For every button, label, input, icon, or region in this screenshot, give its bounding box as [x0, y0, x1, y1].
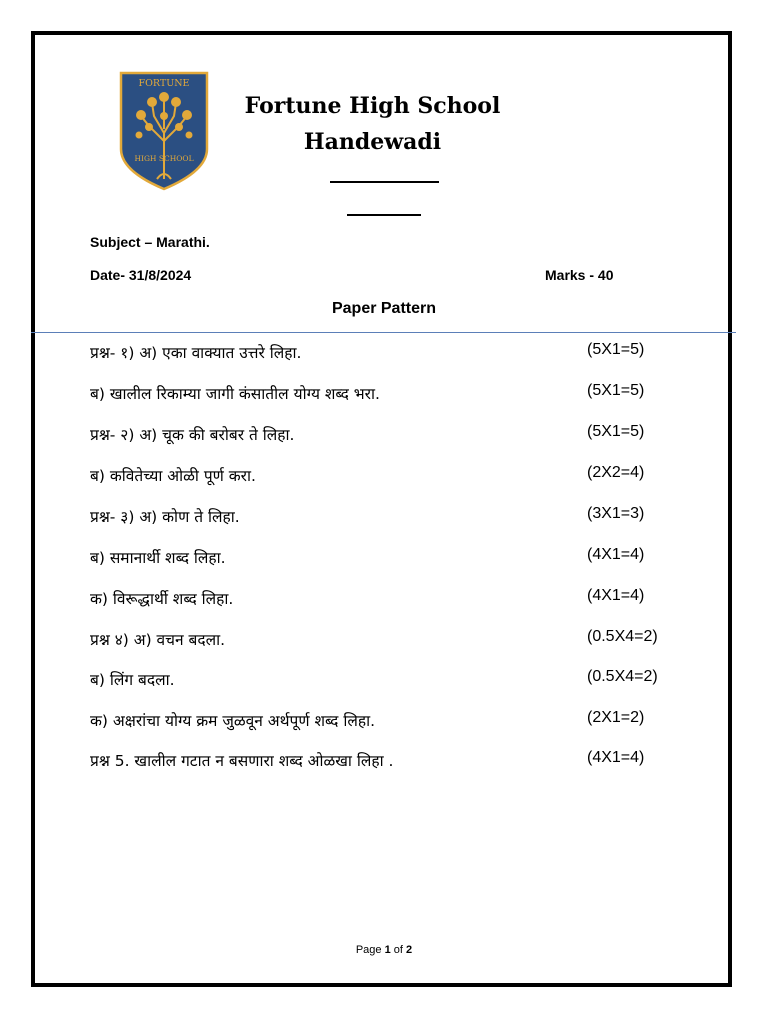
question-marks: (0.5X4=2): [587, 668, 658, 685]
question-marks: (4X1=4): [587, 546, 645, 563]
question-row: [90, 464, 680, 494]
question-text: प्रश्न- १) अ) एका वाक्यात उत्तरे लिहा.: [90, 344, 302, 362]
school-name: [230, 88, 515, 160]
question-marks: (4X1=4): [587, 587, 645, 604]
footer-of-word: of: [393, 944, 403, 956]
footer-page-word: Page: [355, 944, 382, 956]
question-marks: (4X1=4): [587, 749, 645, 766]
question-row: [90, 341, 680, 371]
marks-label: Marks - 40: [545, 267, 614, 283]
question-text: प्रश्न 5. खालील गटात न बसणारा शब्द ओळखा लिहा .: [90, 752, 394, 770]
date-label: Date- 31/8/2024: [90, 267, 192, 283]
subject-label: Subject – Marathi.: [90, 234, 210, 250]
footer-page-num: 1: [384, 944, 391, 956]
school-name-line2: Handewadi: [303, 129, 442, 155]
question-text: क) अक्षरांचा योग्य क्रम जुळवून अर्थपूर्ण शब्द लिहा.: [90, 712, 376, 730]
question-row: [90, 628, 680, 658]
question-text: ब) लिंग बदला.: [90, 671, 175, 689]
question-text: प्रश्न ४) अ) वचन बदला.: [90, 631, 226, 649]
logo-bottom-text: HIGH SCHOOL: [134, 154, 194, 163]
question-text: ब) कवितेच्या ओळी पूर्ण करा.: [90, 467, 256, 485]
question-row: [90, 668, 680, 698]
section-title: Paper Pattern: [331, 300, 437, 317]
question-marks: (2X1=2): [587, 709, 645, 726]
question-row: [90, 587, 680, 617]
question-text: क) विरूद्धार्थी शब्द लिहा.: [90, 590, 234, 608]
header-rule-2: [347, 214, 421, 216]
logo-top-text: FORTUNE: [138, 78, 190, 89]
question-row: [90, 546, 680, 576]
question-row: [90, 423, 680, 453]
question-row: [90, 749, 680, 779]
question-marks: (5X1=5): [587, 423, 645, 440]
question-marks: (5X1=5): [587, 341, 645, 358]
question-marks: (5X1=5): [587, 382, 645, 399]
question-row: [90, 709, 680, 739]
header-rule-1: [330, 181, 439, 183]
question-marks: (2X2=4): [587, 464, 645, 481]
question-text: ब) समानार्थी शब्द लिहा.: [90, 549, 226, 567]
question-text: प्रश्न- ३) अ) कोण ते लिहा.: [90, 508, 240, 526]
section-divider: [31, 332, 736, 333]
question-marks: (3X1=3): [587, 505, 645, 522]
question-text: ब) खालील रिकाम्या जागी कंसातील योग्य शब्द भरा.: [90, 385, 380, 403]
question-marks: (0.5X4=2): [587, 628, 658, 645]
question-row: [90, 505, 680, 535]
question-text: प्रश्न- २) अ) चूक की बरोबर ते लिहा.: [90, 426, 295, 444]
school-logo: [119, 71, 209, 191]
footer-page-total: 2: [406, 944, 413, 956]
page-footer: [0, 944, 768, 956]
question-row: [90, 382, 680, 412]
school-name-line1: Fortune High School: [244, 93, 501, 119]
